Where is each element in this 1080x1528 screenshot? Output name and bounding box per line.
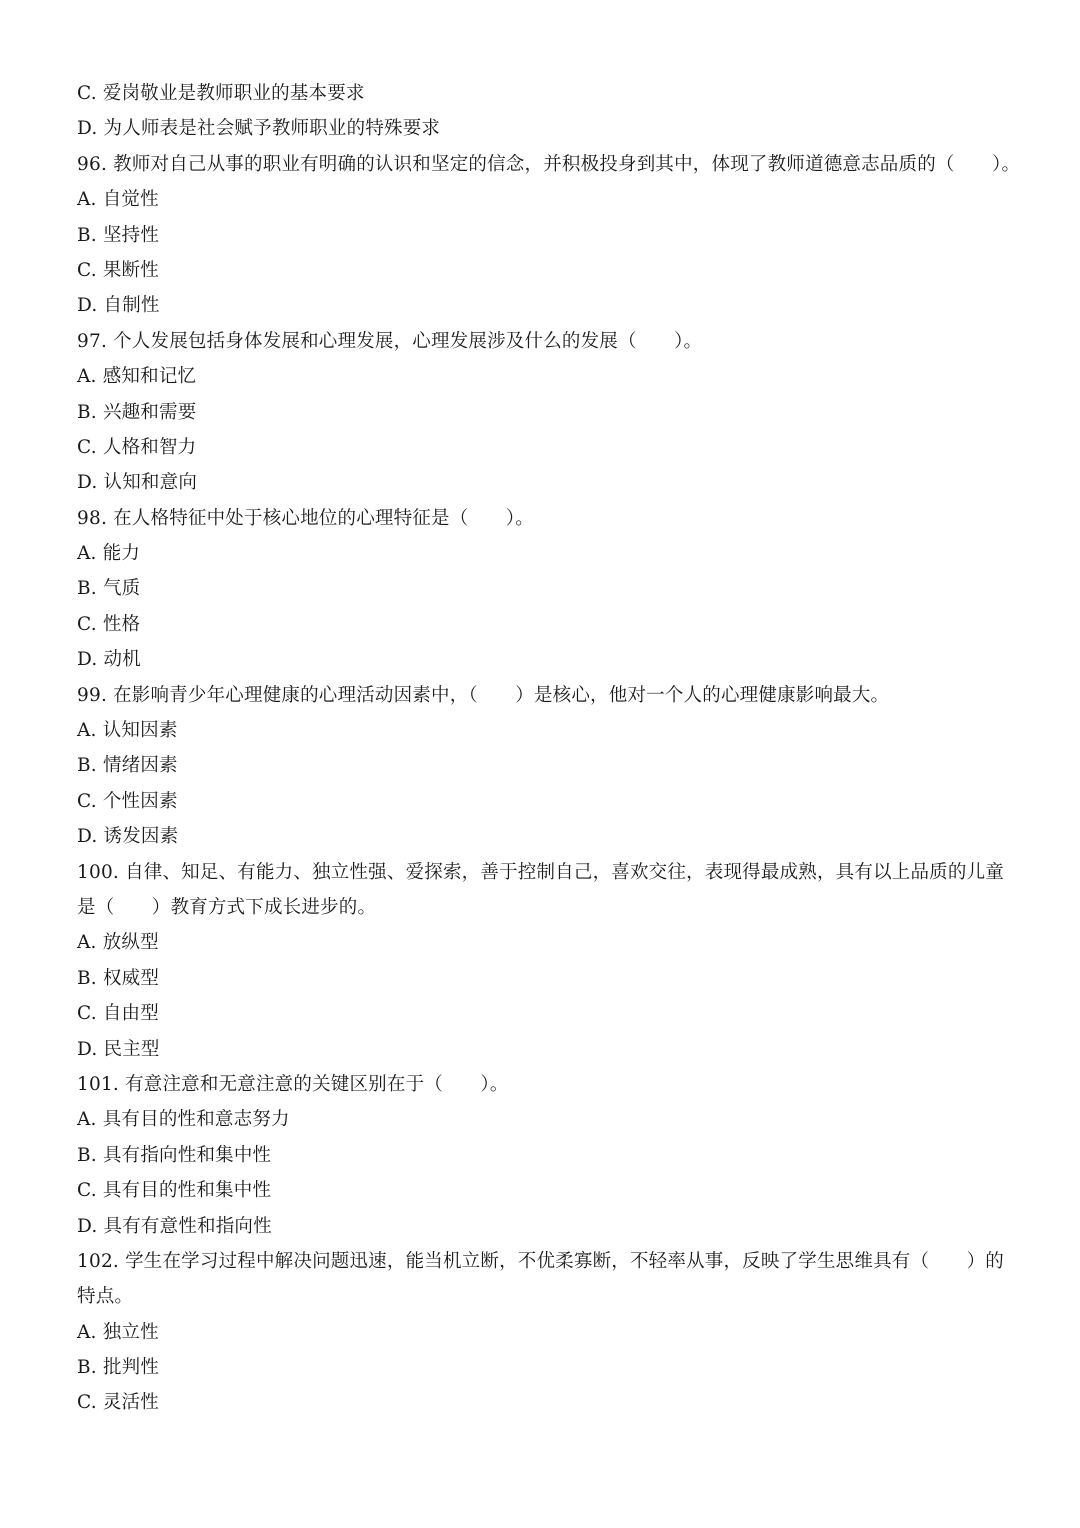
option-line: B. 情绪因素 — [77, 755, 178, 777]
option-line: D. 诱发因素 — [77, 826, 179, 848]
question-97: 97. 个人发展包括身体发展和心理发展，心理发展涉及什么的发展（ ）。 — [77, 330, 703, 352]
question-98: 98. 在人格特征中处于核心地位的心理特征是（ ）。 — [77, 507, 534, 529]
option-line: A. 放纵型 — [77, 932, 159, 954]
exam-page — [77, 76, 1021, 1421]
question-101: 101. 有意注意和无意注意的关键区别在于（ ）。 — [77, 1073, 509, 1095]
option-line: B. 具有指向性和集中性 — [77, 1144, 272, 1166]
option-line: B. 兴趣和需要 — [77, 401, 197, 423]
question-96: 96. 教师对自己从事的职业有明确的认识和坚定的信念，并积极投身到其中，体现了教师道德意志品质的（ ）。 — [77, 153, 1021, 175]
option-line: B. 权威型 — [77, 967, 160, 989]
option-line: B. 坚持性 — [77, 224, 160, 246]
option-line: C. 果断性 — [77, 259, 159, 281]
question-102: 102. 学生在学习过程中解决问题迅速，能当机立断，不优柔寡断，不轻率从事，反映了学生思维具有（ ）的 — [77, 1250, 1004, 1272]
option-line: C. 爱岗敬业是教师职业的基本要求 — [77, 83, 365, 104]
option-line: A. 能力 — [77, 543, 141, 565]
option-line: D. 民主型 — [77, 1038, 160, 1060]
question-100-continued: 是（ ）教育方式下成长进步的。 — [77, 896, 377, 918]
question-102-continued: 特点。 — [77, 1286, 134, 1308]
option-line: D. 动机 — [77, 649, 141, 671]
question-99: 99. 在影响青少年心理健康的心理活动因素中，（ ）是核心，他对一个人的心理健康影响最大。 — [77, 684, 890, 706]
option-line: D. 具有有意性和指向性 — [77, 1215, 272, 1237]
option-line: C. 灵活性 — [77, 1392, 159, 1414]
question-100: 100. 自律、知足、有能力、独立性强、爱探索，善于控制自己，喜欢交往，表现得最成熟，具有以上品质的儿童 — [77, 861, 1004, 883]
option-line: D. 自制性 — [77, 295, 160, 317]
option-line: A. 独立性 — [77, 1321, 159, 1343]
option-line: A. 自觉性 — [77, 189, 159, 211]
option-line: B. 批判性 — [77, 1357, 160, 1379]
option-line: D. 为人师表是社会赋予教师职业的特殊要求 — [77, 118, 441, 140]
option-line: C. 性格 — [77, 613, 141, 635]
option-line: C. 具有目的性和集中性 — [77, 1180, 272, 1202]
option-line: D. 认知和意向 — [77, 472, 198, 494]
option-line: A. 认知因素 — [77, 720, 178, 742]
option-line: C. 自由型 — [77, 1003, 159, 1025]
option-line: C. 人格和智力 — [77, 436, 197, 458]
option-line: A. 具有目的性和意志努力 — [77, 1109, 290, 1131]
option-line: A. 感知和记忆 — [77, 366, 197, 388]
option-line: B. 气质 — [77, 578, 141, 600]
option-line: C. 个性因素 — [77, 790, 178, 812]
